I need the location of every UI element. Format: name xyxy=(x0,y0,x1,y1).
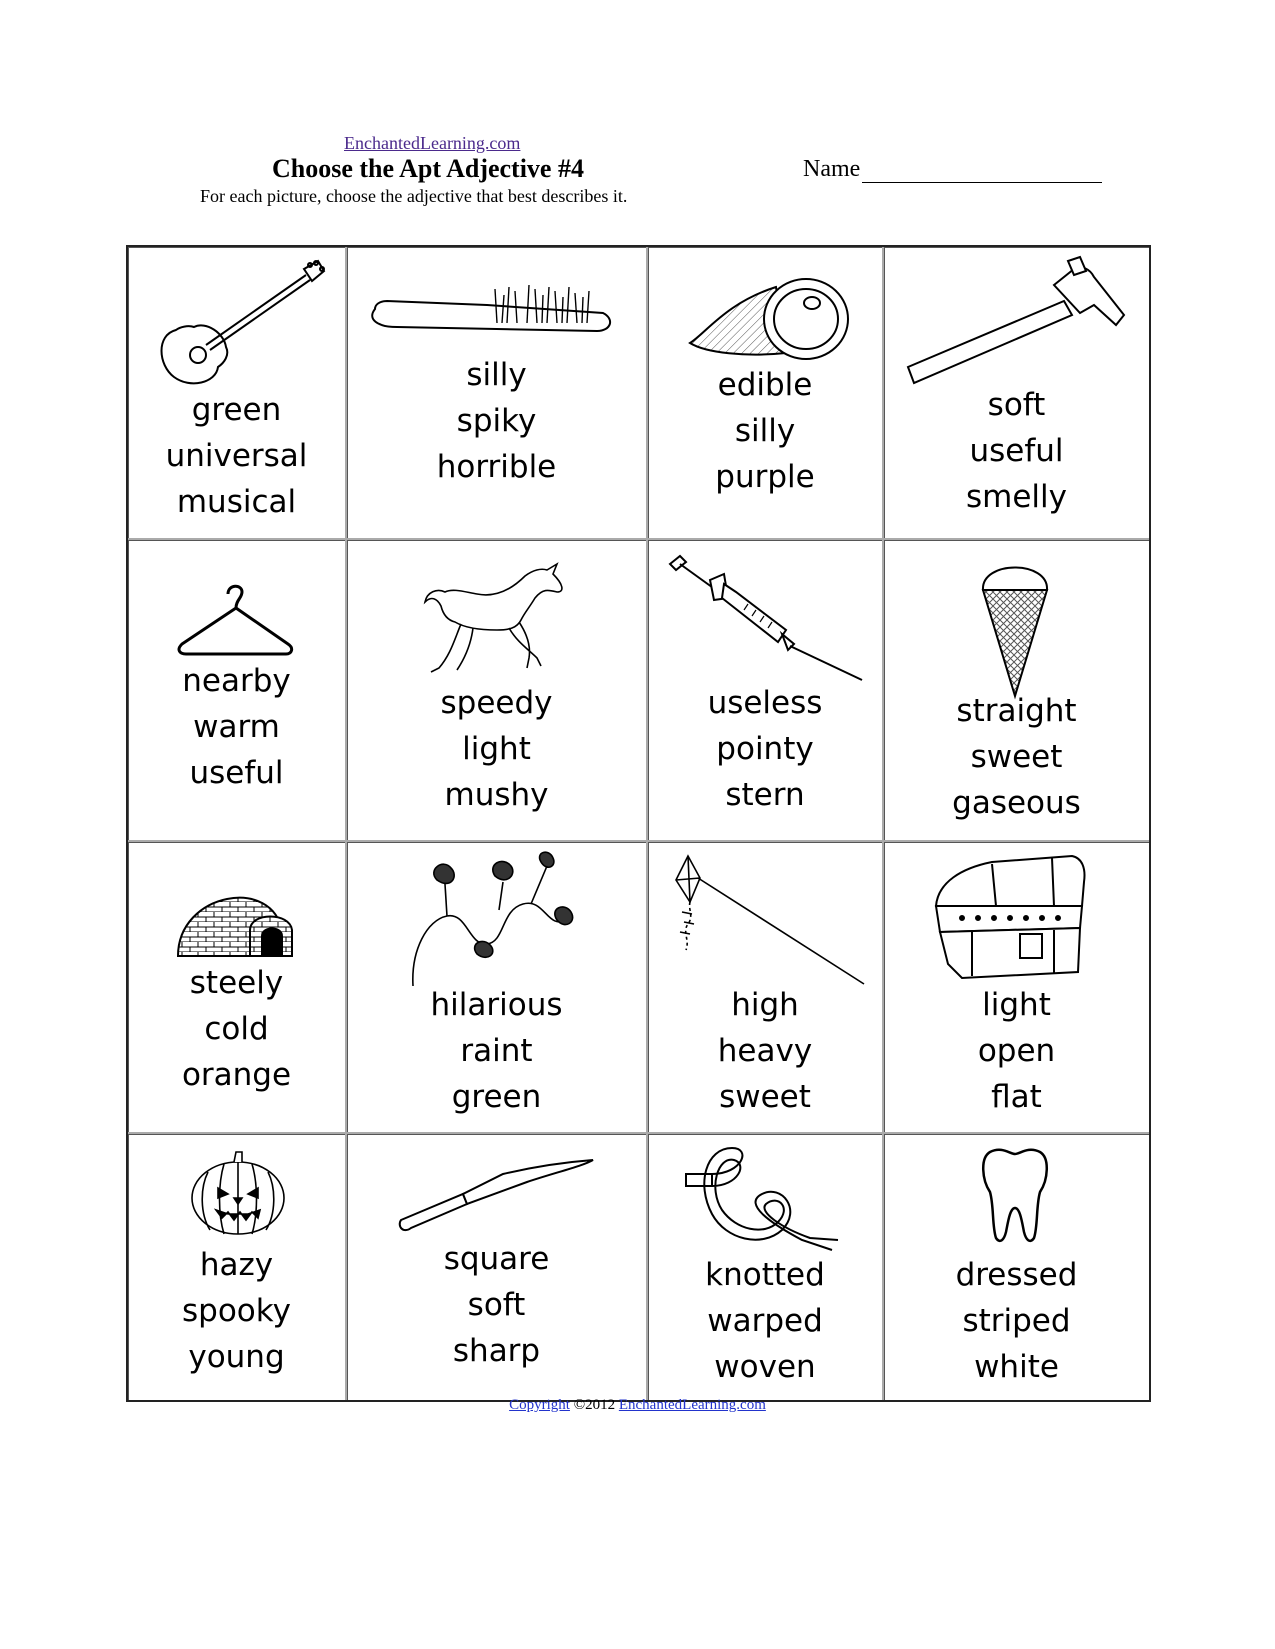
word-list xyxy=(128,1242,345,1380)
igloo-icon xyxy=(174,872,298,962)
kite-icon xyxy=(668,850,868,990)
tooth-icon xyxy=(980,1146,1050,1246)
adjective-option[interactable]: heavy xyxy=(717,1033,813,1069)
ham-icon xyxy=(686,273,856,363)
adjective-option[interactable]: useful xyxy=(189,755,284,791)
adjective-option[interactable]: edible xyxy=(717,367,813,403)
word-list xyxy=(128,387,345,525)
adjective-option[interactable]: hilarious xyxy=(430,987,563,1023)
adjective-option[interactable]: mushy xyxy=(444,777,549,813)
adjective-option[interactable]: nearby xyxy=(182,663,291,699)
cell-syringe xyxy=(648,540,884,842)
adjective-option[interactable]: speedy xyxy=(440,685,553,721)
ice-cream-cone-icon xyxy=(979,550,1051,700)
copyright-link[interactable]: Copyright xyxy=(509,1397,570,1413)
copyright-text: ©2012 xyxy=(569,1397,619,1413)
adjective-option[interactable]: flat xyxy=(991,1079,1042,1115)
treasure-chest-icon xyxy=(932,852,1092,982)
ivy-icon xyxy=(407,850,587,990)
adjective-option[interactable]: open xyxy=(977,1033,1056,1069)
adjective-option[interactable]: dressed xyxy=(955,1257,1078,1293)
adjective-option[interactable]: warm xyxy=(193,709,280,745)
hanger-icon xyxy=(176,580,296,660)
hairbrush-icon xyxy=(367,283,617,343)
adjective-option[interactable]: steely xyxy=(189,965,284,1001)
adjective-option[interactable]: useful xyxy=(969,433,1064,469)
adjective-option[interactable]: green xyxy=(191,392,282,428)
cell-knife xyxy=(347,1134,648,1400)
cell-horse xyxy=(347,540,648,842)
word-list xyxy=(347,982,646,1120)
adjective-option[interactable]: useless xyxy=(707,685,823,721)
jack-o-lantern-icon xyxy=(188,1148,288,1238)
adjective-option[interactable]: straight xyxy=(956,693,1077,729)
adjective-option[interactable]: silly xyxy=(466,357,527,393)
cell-knot xyxy=(648,1134,884,1400)
adjective-option[interactable]: silly xyxy=(734,413,796,449)
adjective-option[interactable]: sweet xyxy=(970,739,1063,775)
adjective-option[interactable]: universal xyxy=(165,438,308,474)
adjective-option[interactable]: soft xyxy=(987,387,1046,423)
cell-igloo xyxy=(128,842,347,1134)
cell-hairbrush xyxy=(347,247,648,540)
adjective-option[interactable]: stern xyxy=(725,777,805,813)
cell-treasure-chest xyxy=(884,842,1149,1134)
adjective-option[interactable]: light xyxy=(982,987,1051,1023)
cell-ham xyxy=(648,247,884,540)
guitar-icon xyxy=(146,255,326,395)
adjective-option[interactable]: green xyxy=(451,1079,542,1115)
cell-hammer xyxy=(884,247,1149,540)
word-list xyxy=(884,688,1149,826)
adjective-option[interactable]: gaseous xyxy=(952,785,1081,821)
worksheet-title: Choose the Apt Adjective #4 xyxy=(272,154,584,183)
adjective-option[interactable]: hazy xyxy=(199,1247,274,1283)
syringe-icon xyxy=(666,554,866,684)
adjective-option[interactable]: sharp xyxy=(452,1333,541,1369)
word-list xyxy=(648,680,882,818)
footer-site-link[interactable]: EnchantedLearning.com xyxy=(618,1397,766,1413)
adjective-option[interactable]: sweet xyxy=(719,1079,811,1115)
adjective-option[interactable]: musical xyxy=(176,484,297,520)
adjective-grid xyxy=(126,245,1151,1402)
cell-ice-cream-cone xyxy=(884,540,1149,842)
hammer-icon xyxy=(904,255,1134,385)
adjective-option[interactable]: soft xyxy=(467,1287,526,1323)
adjective-option[interactable]: pointy xyxy=(716,731,814,767)
word-list xyxy=(884,982,1149,1120)
name-line xyxy=(862,182,1102,183)
word-list xyxy=(347,352,646,490)
word-list xyxy=(648,362,882,500)
adjective-option[interactable]: horrible xyxy=(436,449,557,485)
cell-guitar xyxy=(128,247,347,540)
word-list xyxy=(648,982,882,1120)
adjective-option[interactable]: raint xyxy=(460,1033,533,1069)
adjective-option[interactable]: woven xyxy=(714,1349,816,1385)
word-list xyxy=(347,680,646,818)
cell-hanger xyxy=(128,540,347,842)
adjective-option[interactable]: light xyxy=(462,731,531,767)
word-list xyxy=(884,382,1149,520)
cell-kite xyxy=(648,842,884,1134)
cell-tooth xyxy=(884,1134,1149,1400)
word-list xyxy=(884,1252,1149,1390)
adjective-option[interactable]: young xyxy=(188,1339,285,1375)
site-link[interactable]: EnchantedLearning.com xyxy=(344,133,521,153)
cell-ivy xyxy=(347,842,648,1134)
knot-icon xyxy=(682,1144,842,1254)
adjective-option[interactable]: warped xyxy=(707,1303,823,1339)
word-list xyxy=(347,1236,646,1374)
adjective-option[interactable]: spiky xyxy=(456,403,537,439)
knife-icon xyxy=(397,1158,597,1238)
footer xyxy=(0,1397,1275,1414)
adjective-option[interactable]: knotted xyxy=(705,1257,825,1293)
word-list xyxy=(128,960,345,1098)
cell-jack-o-lantern xyxy=(128,1134,347,1400)
instructions: For each picture, choose the adjective that best describes it. xyxy=(200,186,628,206)
adjective-option[interactable]: purple xyxy=(715,459,815,495)
adjective-option[interactable]: spooky xyxy=(182,1293,291,1329)
adjective-option[interactable]: smelly xyxy=(966,479,1067,515)
name-label: Name xyxy=(803,156,861,182)
word-list xyxy=(128,658,345,796)
word-list xyxy=(648,1252,882,1390)
adjective-option[interactable]: high xyxy=(731,987,799,1023)
adjective-option[interactable]: striped xyxy=(962,1303,1071,1339)
adjective-option[interactable]: square xyxy=(443,1241,550,1277)
adjective-option[interactable]: orange xyxy=(181,1057,292,1093)
adjective-option[interactable]: white xyxy=(974,1349,1059,1385)
adjective-option[interactable]: cold xyxy=(204,1011,269,1047)
horse-icon xyxy=(417,558,567,683)
